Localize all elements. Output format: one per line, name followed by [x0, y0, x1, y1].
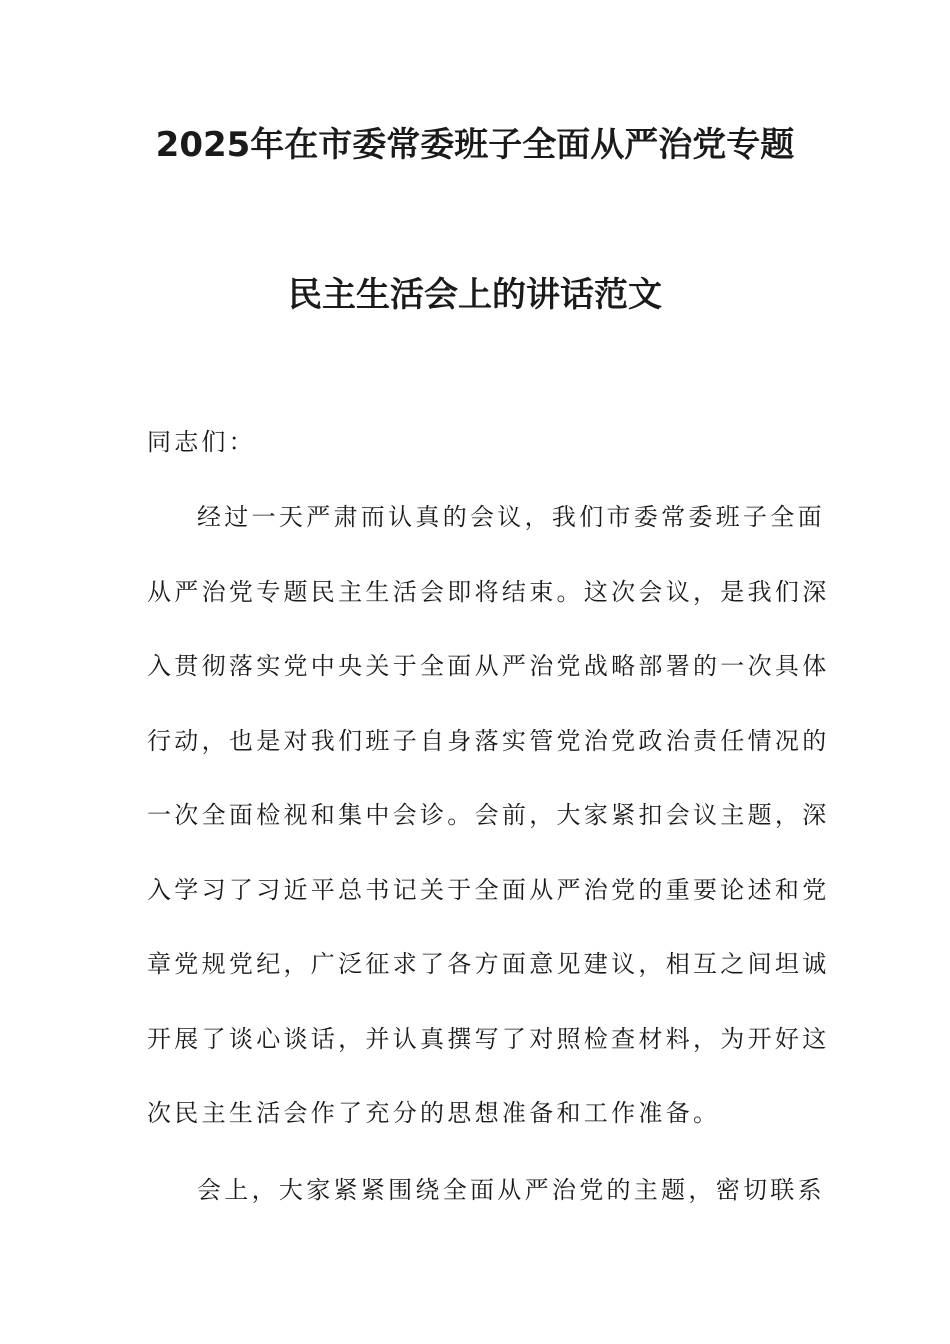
paragraph-line: 入学习了习近平总书记关于全面从严治党的重要论述和党 [147, 875, 830, 904]
paragraph-line: 行动，也是对我们班子自身落实管党治党政治责任情况的 [147, 726, 830, 755]
document-title-line-2: 民主生活会上的讲话范文 [288, 275, 662, 315]
salutation: 同志们： [147, 428, 256, 456]
paragraph-line: 经过一天严肃而认真的会议，我们市委常委班子全面 [197, 503, 825, 531]
paragraph-line: 章党规党纪，广泛征求了各方面意见建议，相互之间坦诚 [147, 950, 830, 978]
document-title-line-1: 2025年在市委常委班子全面从严治党专题 [155, 125, 795, 165]
paragraph-line: 次民主生活会作了充分的思想准备和工作准备。 [147, 1099, 721, 1127]
paragraph-line: 会上，大家紧紧围绕全面从严治党的主题，密切联系 [197, 1176, 825, 1204]
paragraph-line: 入贯彻落实党中央关于全面从严治党战略部署的一次具体 [147, 652, 830, 680]
paragraph-line: 从严治党专题民主生活会即将结束。这次会议，是我们深 [147, 577, 830, 606]
paragraph-1 [147, 480, 830, 1151]
paragraph-line: 一次全面检视和集中会诊。会前，大家紧扣会议主题，深 [147, 801, 830, 829]
paragraph-2 [147, 1153, 825, 1228]
paragraph-line: 开展了谈心谈话，并认真撰写了对照检查材料，为开好这 [147, 1024, 830, 1053]
